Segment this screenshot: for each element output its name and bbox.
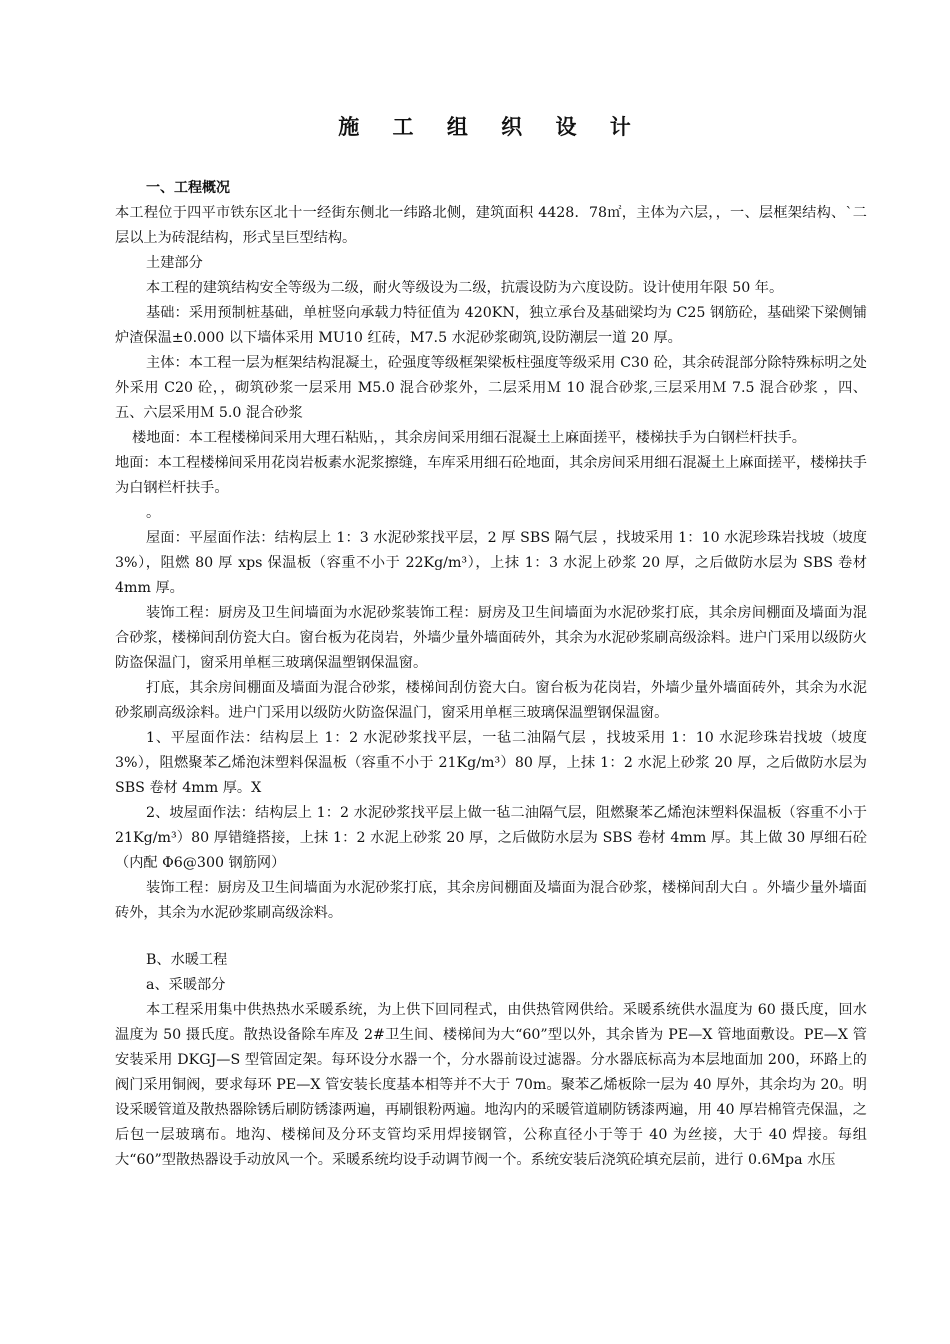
paragraph-floor-ground: 地面：本工程楼梯间采用花岗岩板素水泥浆擦缝，车库采用细石砼地面，其余房间采用细石混凝土上麻面搓平，楼梯扶手为白钢栏杆扶手。 (115, 455, 867, 496)
paragraph-floor-stairs: 楼地面：本工程楼梯间采用大理石粘贴，，其余房间采用细石混凝土上麻面搓平，楼梯扶手为白钢栏杆扶手。 (132, 430, 806, 446)
section-heading-plumbing: B、水暖工程 (146, 952, 228, 968)
section-gap (115, 926, 867, 948)
document-title: 施 工 组 织 设 计 (338, 115, 644, 139)
paragraph-main-structure: 主体：本工程一层为框架结构混凝土，砼强度等级框架梁板柱强度等级采用 C30 砼，其余砖混部分除特殊标明之处外采用 C20 砼，，砌筑砂浆一层采用 M5.0 混合砂浆外，二层采用Ｍ 10 混合砂浆,三层采用Ｍ 7.5 混合砂浆 ，四、五、六层采用Ｍ 5.0 混合砂浆 (115, 355, 867, 421)
paragraph-decoration-3: 装饰工程：厨房及卫生间墙面为水泥砂浆打底，其余房间棚面及墙面为混合砂浆，楼梯间刮大白 。外墙少量外墙面砖外，其余为水泥砂浆刷高级涂料。 (115, 880, 867, 921)
subheading-civil: 土建部分 (146, 255, 203, 271)
paragraph-roof: 屋面：平屋面作法：结构层上 1：3 水泥砂浆找平层，2 厚 SBS 隔气层 ，找坡采用 1：10 水泥珍珠岩找坡（坡度 3%），阻燃 80 厚 xps 保温板（容重不小于 22Kg/m³），上抹 1：3 水泥上砂浆 20 厚，之后做防水层为 SBS 卷材 4mm 厚。 (115, 530, 867, 596)
subheading-heating: a、采暖部分 (146, 977, 226, 993)
paragraph-dot: 。 (146, 505, 161, 521)
paragraph-slope-roof: 2、坡屋面作法：结构层上 1：2 水泥砂浆找平层上做一毡二油隔气层，阻燃聚苯乙烯泡沫塑料保温板（容重不小于 21Kg/m³）80 厚错缝搭接，上抹 1：2 水泥上砂浆 20 厚，之后做防水层为 SBS 卷材 4mm 厚。其上做 30 厚细石砼（内配 Φ6@300 钢筋网） (115, 805, 867, 871)
document-body (115, 176, 867, 1173)
section-heading-overview: 一、工程概况 (146, 180, 230, 196)
paragraph-heating: 本工程采用集中供热热水采暖系统，为上供下回同程式，由供热管网供给。采暖系统供水温度为 60 摄氏度，回水温度为 50 摄氏度。散热设备除车库及 2#卫生间、楼梯间为大“60”型以外，其余皆为 PE—X 管地面敷设。PE—X 管安装采用 DKGJ—S 型管固定架。每环设分水器一个，分水器前设过滤器。分水器底标高为本层地面加 200，环路上的阀门采用铜阀，要求每环 PE—X 管安装长度基本相等并不大于 70m。聚苯乙烯板除一层为 40 厚外，其余均为 20。明设采暖管道及散热器除锈后刷防锈漆两遍，再刷银粉两遍。地沟内的采暖管道刷防锈漆两遍，用 40 厚岩棉管壳保温，之后包一层玻璃布。地沟、楼梯间及分环支管均采用焊接钢管，公称直径小于等于 40 为丝接，大于 40 焊接。每组大“60”型散热器设手动放风一个。采暖系统均设手动调节阀一个。系统安装后浇筑砼填充层前，进行 0.6Mpa 水压 (115, 1002, 867, 1168)
paragraph-decoration-1: 装饰工程：厨房及卫生间墙面为水泥砂浆装饰工程：厨房及卫生间墙面为水泥砂浆打底，其余房间棚面及墙面为混合砂浆，楼梯间刮仿瓷大白。窗台板为花岗岩，外墙少量外墙面砖外，其余为水泥砂浆刷高级涂料。进户门采用以级防火防盗保温门，窗采用单框三玻璃保温塑钢保温窗。 (115, 605, 867, 671)
paragraph-decoration-2: 打底，其余房间棚面及墙面为混合砂浆，楼梯间刮仿瓷大白。窗台板为花岗岩，外墙少量外墙面砖外，其余为水泥砂浆刷高级涂料。进户门采用以级防火防盗保温门，窗采用单框三玻璃保温塑钢保温窗。 (115, 680, 867, 721)
paragraph-flat-roof: 1、平屋面作法：结构层上 1：2 水泥砂浆找平层，一毡二油隔气层 ，找坡采用 1：10 水泥珍珠岩找坡（坡度 3%），阻燃聚苯乙烯泡沫塑料保温板（容重不小于 21Kg/m³）80 厚，上抹 1：2 水泥上砂浆 20 厚，之后做防水层为 SBS 卷材 4mm 厚。X (115, 730, 867, 796)
paragraph-safety: 本工程的建筑结构安全等级为二级，耐火等级设为二级，抗震设防为六度设防。设计使用年限 50 年。 (146, 280, 784, 296)
paragraph-overview: 本工程位于四平市铁东区北十一经街东侧北一纬路北侧，建筑面积 4428．78㎡，主体为六层，，一、层框架结构、`二层以上为砖混结构，形式呈巨型结构。 (115, 205, 867, 246)
paragraph-foundation: 基础：采用预制桩基础，单桩竖向承载力特征值为 420KN，独立承台及基础梁均为 C25 钢筋砼，基础梁下梁侧铺炉渣保温±0.000 以下墙体采用 MU10 红砖，M7.5 水泥砂浆砌筑,设防潮层一道 20 厚。 (115, 305, 867, 346)
